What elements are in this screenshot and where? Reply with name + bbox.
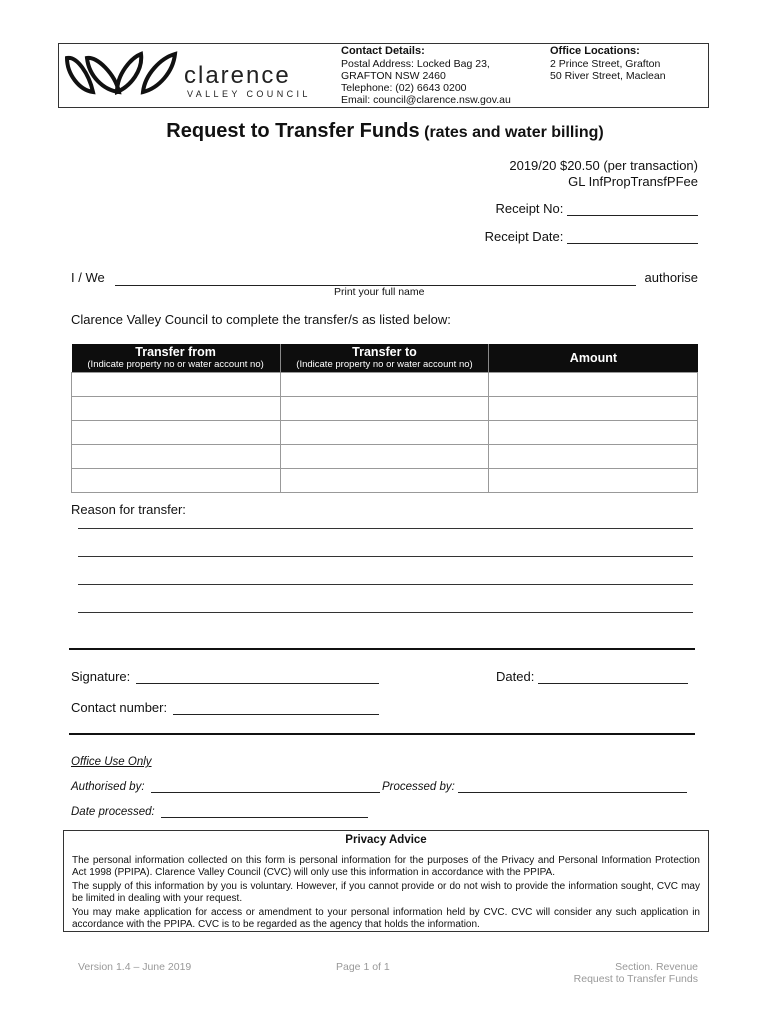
column-title: Amount	[569, 351, 618, 365]
transfer-from-cell[interactable]	[72, 469, 281, 493]
section-divider	[69, 733, 695, 735]
contact-number-field[interactable]	[173, 702, 379, 715]
amount-cell[interactable]	[489, 397, 698, 421]
column-header-amount	[489, 344, 698, 373]
date-processed-label: Date processed:	[71, 806, 155, 818]
privacy-box	[63, 830, 709, 932]
column-header-from	[72, 344, 281, 373]
processed-row	[382, 781, 687, 793]
logo-subtitle: VALLEY COUNCIL	[187, 89, 311, 99]
offices-heading: Office Locations:	[550, 45, 640, 57]
office-use-heading: Office Use Only	[71, 756, 152, 768]
footer-section: Section. Revenue	[615, 961, 698, 973]
section-divider	[69, 648, 695, 650]
transfer-from-cell[interactable]	[72, 421, 281, 445]
office-line: 2 Prince Street, Grafton	[550, 58, 661, 70]
privacy-heading: Privacy Advice	[345, 834, 427, 846]
authorised-field[interactable]	[151, 782, 380, 793]
transfer-to-cell[interactable]	[280, 445, 489, 469]
dated-field[interactable]	[538, 671, 688, 684]
reason-line[interactable]	[78, 528, 693, 529]
amount-cell[interactable]	[489, 445, 698, 469]
privacy-paragraph: You may make application for access or amendment to your personal information held by CVC. CVC will consider any such application in accordance with the PPIPA. CVC is to be regarded as the agency that holds the information.	[72, 907, 700, 930]
full-name-hint: Print your full name	[334, 286, 425, 298]
processed-field[interactable]	[458, 782, 687, 793]
column-hint: (Indicate property no or water account no)	[87, 359, 264, 370]
column-hint: (Indicate property no or water account no)	[296, 359, 473, 370]
logo-wordmark: clarence	[184, 62, 291, 89]
transfer-to-cell[interactable]	[280, 397, 489, 421]
receipt-no-row	[495, 201, 698, 216]
processed-label: Processed by:	[382, 781, 455, 793]
iwe-label: I / We	[71, 270, 105, 285]
column-title: Transfer from	[135, 345, 216, 359]
contact-line: Telephone: (02) 6643 0200	[341, 82, 467, 94]
contact-heading: Contact Details:	[341, 45, 425, 57]
table-row	[72, 445, 698, 469]
council-logo-icon	[59, 44, 184, 106]
authorised-label: Authorised by:	[71, 781, 145, 793]
reason-line[interactable]	[78, 584, 693, 585]
privacy-paragraph: The personal information collected on this form is personal information for the purposes of the Privacy and Personal Information Protection Act 1998 (PPIPA). Clarence Valley Council (CVC) will only use this information in accordance with the PPIPA.	[72, 855, 700, 878]
receipt-no-field[interactable]	[567, 202, 698, 216]
reason-line[interactable]	[78, 612, 693, 613]
gl-code: GL InfPropTransfPFee	[568, 174, 698, 189]
contact-details	[341, 45, 511, 106]
office-locations	[550, 45, 666, 82]
fee-line: 2019/20 $20.50 (per transaction)	[509, 158, 698, 173]
privacy-paragraph: The supply of this information by you is voluntary. However, if you cannot provide or do not wish to provide the information sought, CVC may be limited in dealing with your request.	[72, 881, 700, 904]
title-sub: (rates and water billing)	[424, 124, 604, 141]
column-header-to	[280, 344, 489, 373]
footer-version: Version 1.4 – June 2019	[78, 961, 192, 973]
contact-line: GRAFTON NSW 2460	[341, 70, 446, 82]
receipt-date-label: Receipt Date:	[484, 229, 564, 244]
date-processed-row	[71, 806, 368, 818]
authorised-row	[71, 781, 380, 793]
office-line: 50 River Street, Maclean	[550, 70, 666, 82]
transfer-from-cell[interactable]	[72, 445, 281, 469]
footer-doc: Request to Transfer Funds	[573, 973, 698, 985]
amount-cell[interactable]	[489, 421, 698, 445]
receipt-date-row	[485, 229, 698, 244]
table-row	[72, 469, 698, 493]
dated-label: Dated:	[496, 669, 535, 684]
contact-line: Postal Address: Locked Bag 23,	[341, 58, 490, 70]
signature-field[interactable]	[136, 671, 379, 684]
signature-row	[71, 669, 379, 684]
reason-line[interactable]	[78, 556, 693, 557]
contact-number-row	[71, 700, 379, 715]
footer-page: Page 1 of 1	[336, 961, 390, 973]
title-main: Request to Transfer Funds	[166, 120, 420, 142]
transfer-to-cell[interactable]	[280, 469, 489, 493]
transfer-to-cell[interactable]	[280, 421, 489, 445]
contact-number-label: Contact number:	[71, 700, 168, 715]
page-title	[0, 120, 770, 143]
header-box	[58, 43, 709, 108]
table-header	[72, 344, 698, 373]
table-row	[72, 421, 698, 445]
reason-label: Reason for transfer:	[71, 502, 186, 517]
column-title: Transfer to	[352, 345, 417, 359]
transfer-table	[71, 344, 698, 493]
instruction-text: Clarence Valley Council to complete the transfer/s as listed below:	[71, 312, 451, 327]
transfer-from-cell[interactable]	[72, 373, 281, 397]
authorise-label: authorise	[644, 270, 698, 285]
table-row	[72, 397, 698, 421]
signature-label: Signature:	[71, 669, 131, 684]
dated-row	[496, 669, 688, 684]
transfer-from-cell[interactable]	[72, 397, 281, 421]
amount-cell[interactable]	[489, 469, 698, 493]
receipt-no-label: Receipt No:	[495, 201, 564, 216]
transfer-to-cell[interactable]	[280, 373, 489, 397]
contact-line: Email: council@clarence.nsw.gov.au	[341, 94, 511, 106]
date-processed-field[interactable]	[161, 807, 368, 818]
amount-cell[interactable]	[489, 373, 698, 397]
receipt-date-field[interactable]	[567, 230, 698, 244]
table-row	[72, 373, 698, 397]
